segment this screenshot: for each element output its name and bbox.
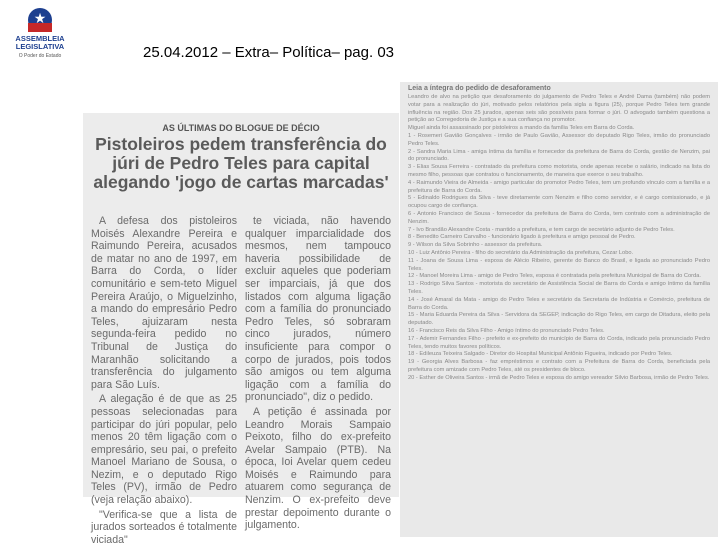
newspaper-clipping-article: [83, 113, 399, 546]
list-body: [408, 94, 710, 534]
article-paragraph: "Verifica-se que a lista de jurados sorteados é totalmente viciada": [91, 508, 237, 546]
article-paragraph: A petição é assinada por Leandro Morais Sampaio Peixoto, filho do ex-prefeito Avelar Sampaio (PTB). Na época, Ioi Avelar quem cedeu Moisés e Raimundo para atuarem como segurança de Nenzim. O ex-prefeito deve prestar depoimento durante o julgamento.: [245, 405, 391, 532]
list-item: 17 - Ademir Fernandes Filho - prefeito e ex-prefeito do município de Barra do Corda, indicado pela pronunciado Pedro Teles, tendo muitos favores políticos.: [408, 335, 710, 350]
newspaper-clipping-list: [400, 82, 718, 537]
list-item: 19 - Georgia Alves Barbosa - faz empréstimos e contrato com a Prefeitura de Barra do Corda, beneficiada pela prefeitura com amizade com Pedro Teles, até os presidentes de bloco.: [408, 359, 710, 373]
article-headline: Pistoleiros pedem transferência do júri de Pedro Teles para capital alegando 'jogo de cartas marcadas': [93, 134, 389, 192]
list-title: Leia a íntegra do pedido de desaforamento: [408, 85, 551, 92]
list-item: 15 - Maria Eduarda Pereira da Silva - Servidora da SEGEP, indicação do Rigo Teles, em cargo de Ditadura, eleito pela deputado.: [408, 312, 710, 327]
list-item: 8 - Benedito Carneiro Carvalho - funcionário ligado à prefeitura e amigo pessoal de Pedro.: [408, 234, 636, 241]
logo-text-line1: ASSEMBLEIA: [15, 34, 65, 43]
list-item: 7 - Ivo Brandão Alexandre Costa - mantido a prefeitura, e tem cargo de secretário adjunto de Pedro Teles.: [408, 226, 675, 233]
logo-tagline: O Poder do Estado: [18, 53, 62, 59]
list-item: 12 - Manoel Moreira Lima - amigo de Pedro Teles, esposa é contratada pela prefeitura Municipal de Barra do Corda.: [408, 273, 701, 280]
article-paragraph: te viciada, não havendo qualquer imparcialidade dos mesmos, nem tampouco haveria possibilidade de excluir aqueles que poderiam ser imparciais, já que dos listados com alguma ligação com a família do pronunciado Pedro Teles, só sobraram cinco jurados, número insuficiente para compor o corpo de jurados, pois todos são amigos ou tem alguma ligação com a família do pronunciado", diz o pedido.: [245, 215, 391, 404]
list-item: 16 - Francisco Reis da Silva Filho - Amigo íntimo do pronunciado Pedro Teles.: [408, 327, 605, 334]
list-item: Miguel ainda foi assassinado por pistoleiros a mando da família Teles em Barra do Corda.: [408, 125, 635, 132]
page-caption: 25.04.2012 – Extra– Política– pag. 03: [143, 44, 395, 61]
list-item: 6 - Antonio Francisco de Sousa - fornecedor da prefeitura de Barra do Corda, tem contrato com a administração de Nenzim.: [408, 210, 710, 225]
list-item: 1 - Rosemeri Gavião Gonçalves - irmão de Paulo Gavião, Assessor do deputado Rigo Teles, irmão do pronunciado Pedro Teles.: [408, 132, 710, 147]
list-item: 13 - Rodrigo Silva Santos - motorista do secretário de Assistência Social de Barra do Corda e amigo íntimo da família Teles.: [408, 281, 710, 295]
list-item: 14 - José Amaral da Mata - amigo do Pedro Teles e secretário da Secretaria de Indústria e Comércio, prefeitura de Barra do Corda.: [408, 296, 710, 311]
assembleia-legislativa-logo: [4, 8, 74, 58]
list-item: 4 - Raimundo Vieira de Almeida - amigo particular do promotor Pedro Teles, tem um profundo vínculo com a família e a prefeitura de Barra do Corda.: [408, 179, 710, 194]
article-column-2: [245, 215, 391, 534]
list-item: 5 - Edinaldo Rodrigues da Silva - teve diretamente com Nenzim e filho como servidor, e é cargo comissionado, e já ocupou cargo de confiança.: [408, 195, 710, 210]
star-emblem-icon: ★: [28, 8, 52, 32]
list-item: 2 - Sandra Maria Lima - amiga íntima da família e fornecedor da prefeitura de Barra do Corda, gestão de Nenzim, pai do pronunciado.: [408, 148, 710, 163]
article-column-1: [91, 215, 237, 546]
article-kicker: AS ÚLTIMAS DO BLOGUE DE DÉCIO: [162, 123, 320, 133]
list-item: 20 - Esther de Oliveira Santos - irmã de Pedro Teles e esposa do amigo vereador Silvio Barbosa, irmão de Pedro Teles.: [408, 374, 710, 381]
list-item: 10 - Luiz Antônio Pereira - filho do secretário da Administração da prefeitura, Cezar Lobo.: [408, 249, 634, 256]
logo-text-line2: LEGISLATIVA: [15, 42, 65, 51]
article-paragraph: A defesa dos pistoleiros Moisés Alexandre Pereira e Raimundo Pereira, acusados de matar no ano de 1997, em Barra do Corda, o líder comunitário e sem-teto Miguel Pereira Araújo, o Miguelzinho, a mando do empresário Pedro Teles, ajuizaram nesta segunda-feira pedido no Tribunal de Justiça do Maranhão solicitando a transferência do julgamento para São Luís.: [91, 215, 237, 391]
list-item: 3 - Elias Sousa Ferreira - contratado da prefeitura como motorista, onde apenas recebe o salário, indicado na lista do mesmo filho, pessoas que contratou o funcionamento, de maneira que exerce o seu trabalho.: [408, 164, 710, 178]
list-item: 11 - Joana de Sousa Lima - esposa de Alécio Ribeiro, gerente do Banco do Brasil, e ligada ao pronunciado Pedro Teles.: [408, 257, 710, 272]
article-paragraph: A alegação é de que as 25 pessoas selecionadas para participar do júri popular, pelo menos 20 têm ligação com o empresário, seu pai, o prefeito Manoel Mariano de Sousa, o Nezim, e o deputado Rigo Teles (PV), irmão de Pedro (veja relação abaixo).: [91, 393, 237, 507]
list-item: Leandro de alvo na petição que desaforamento do julgamento de Pedro Teles e André Dama (também) não podem votar para a realização do júri, motivado pelos relatórios pela sigla a figura (25), porque Pedro Teles tem grande influência na região. Dos 25 jurados, apenas seis são possíveis para formar o júri. O advogado também questiona a petição ao Corregedoria de Justiça e a sua confiança no promotor.: [408, 94, 710, 124]
list-item: 9 - Wilson da Silva Sobrinho - assessor da prefeitura.: [408, 242, 543, 249]
list-item: 18 - Edileuza Teixeira Salgado - Diretor do Hospital Municipal Antônio Figueira, indicado por Pedro Teles.: [408, 351, 673, 358]
